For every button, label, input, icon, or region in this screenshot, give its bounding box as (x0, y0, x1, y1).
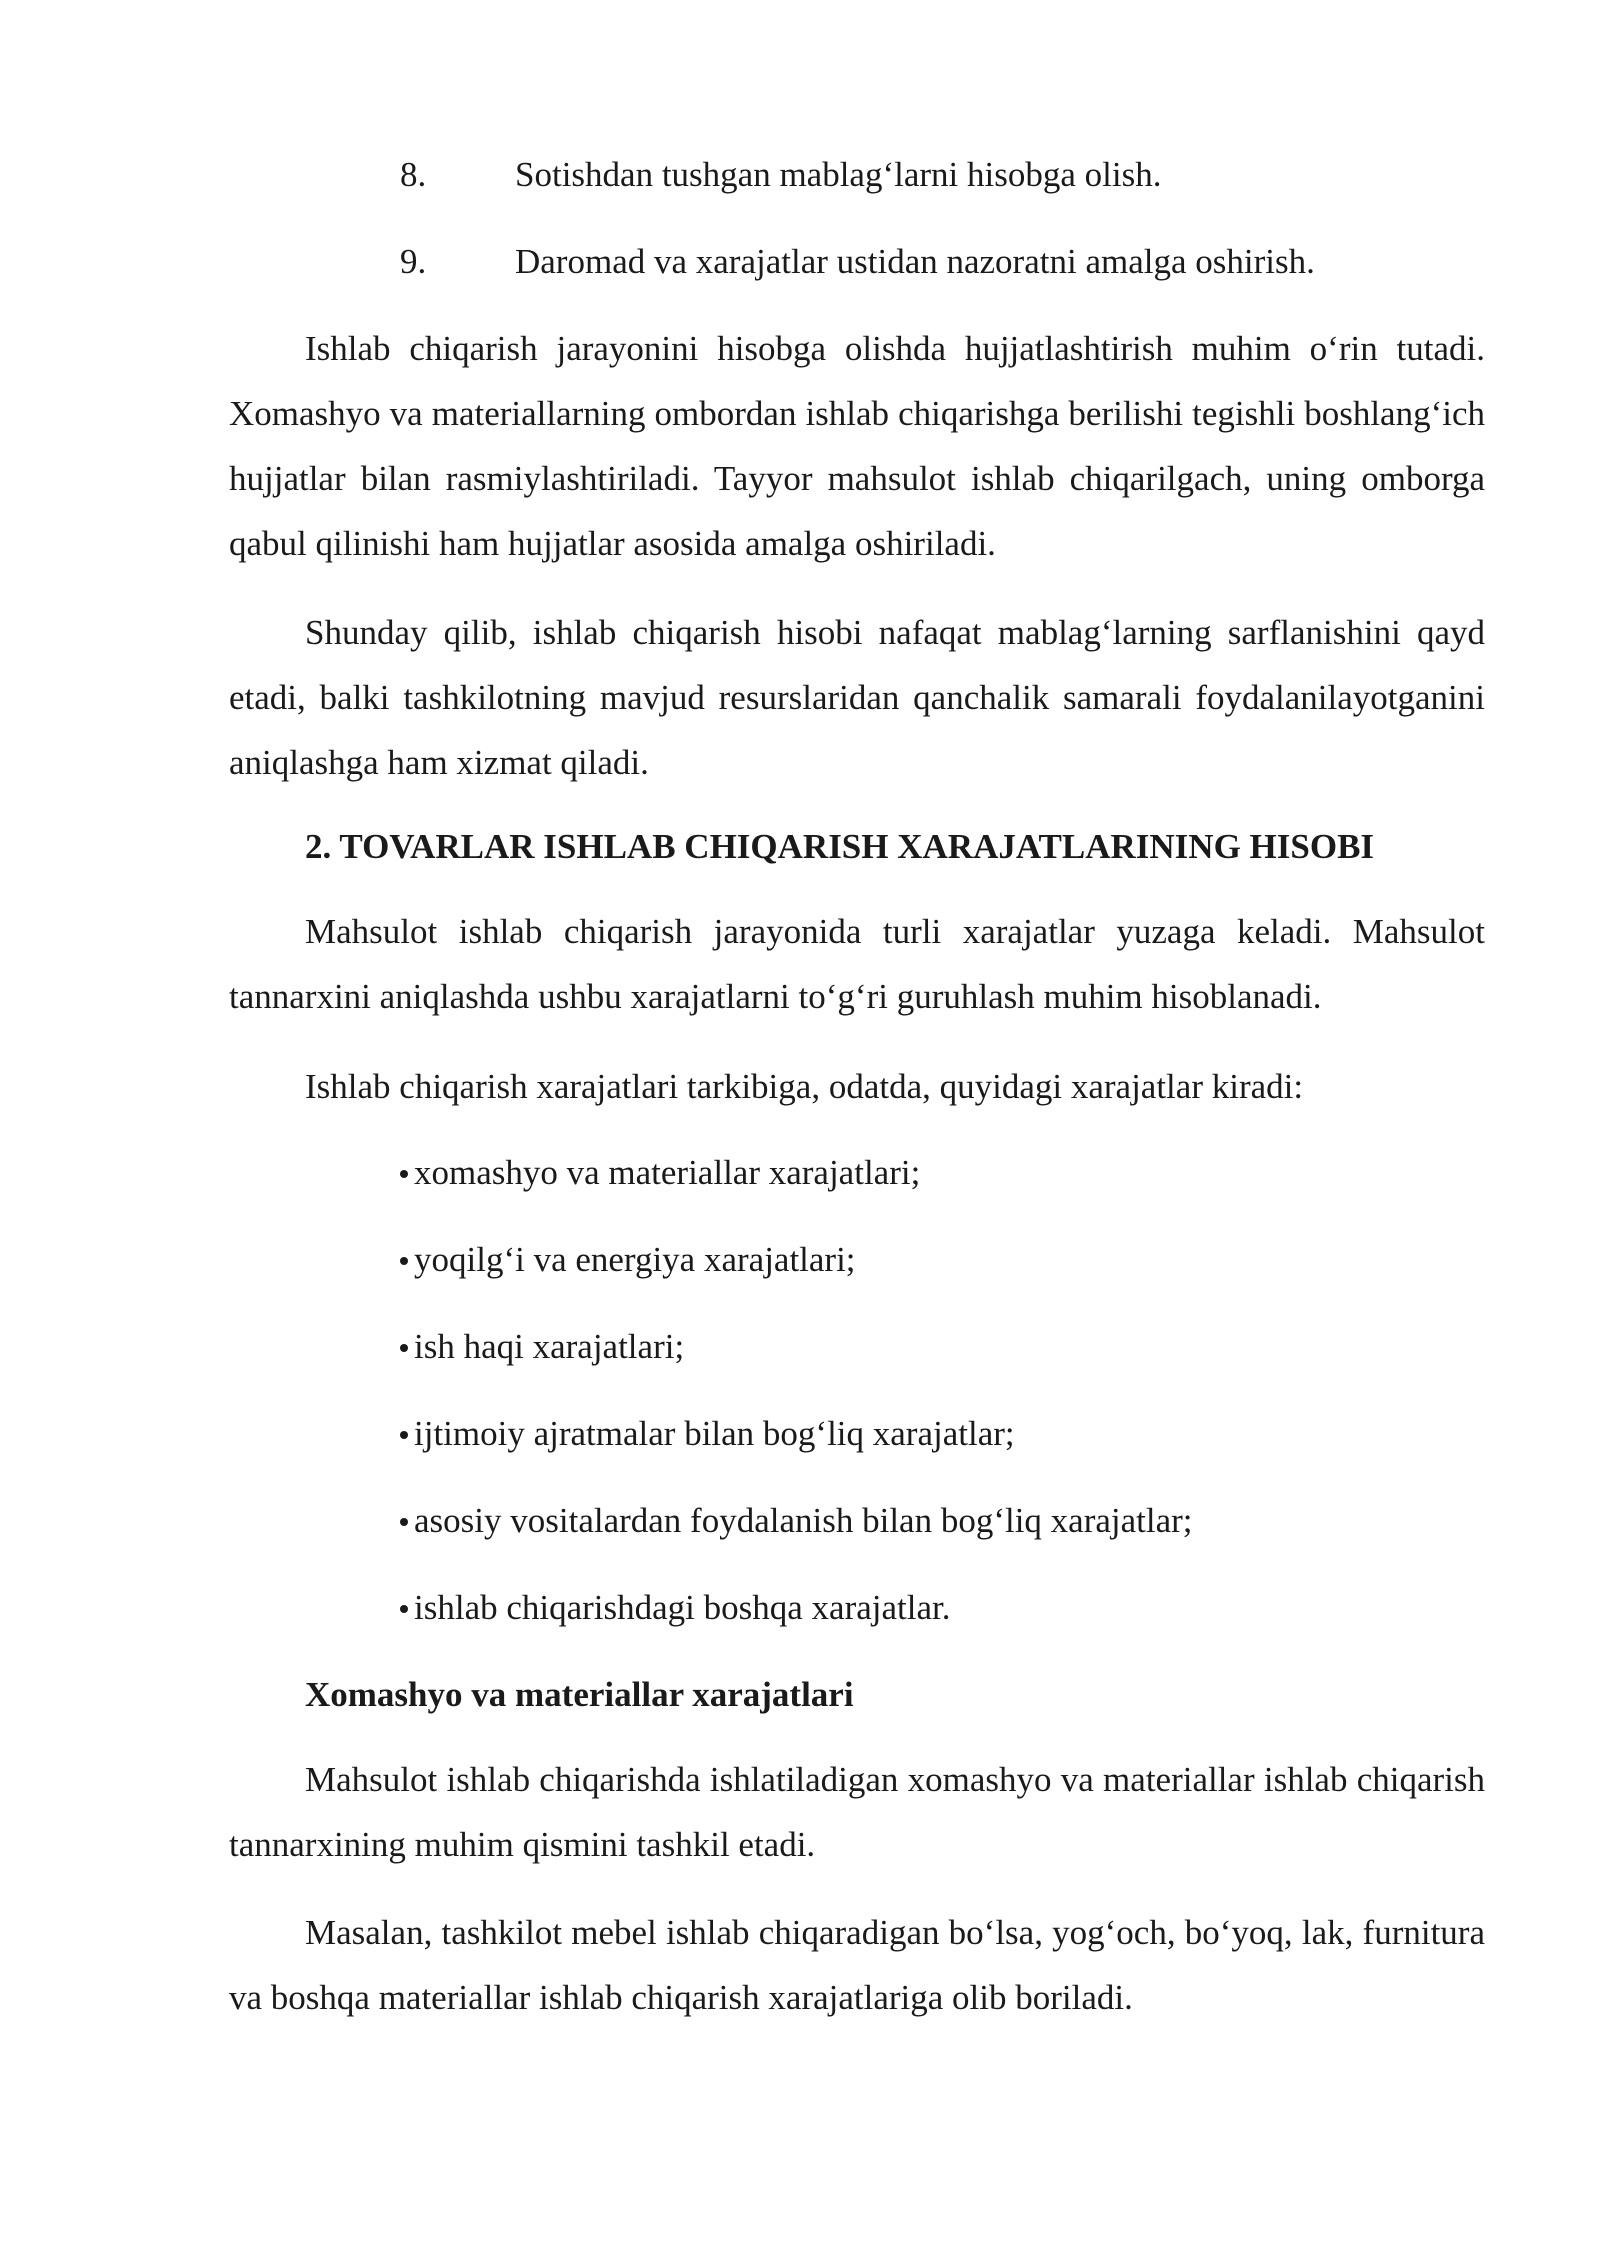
bullet-icon (400, 1431, 408, 1439)
item-number: 8. (400, 155, 427, 194)
list-item (400, 1409, 1015, 1459)
list-item (400, 1235, 856, 1285)
bullet-icon (400, 1257, 408, 1265)
paragraph-costs-composition: Ishlab chiqarish xarajatlari tarkibiga, odatda, quyidagi xarajatlar kiradi: (305, 1067, 1304, 1106)
numbered-item-8 (400, 150, 1161, 200)
item-text: Daromad va xarajatlar ustidan nazoratni amalga oshirish. (515, 242, 1315, 281)
list-item (400, 1583, 951, 1633)
paragraph-raw-materials: Mahsulot ishlab chiqarishda ishlatiladigan xomashyo va materiallar ishlab chiqarish tannarxining muhim qismini tashkil etadi. (229, 1760, 1485, 1864)
list-item (400, 1148, 920, 1198)
item-text: Sotishdan tushgan mablag‘larni hisobga olish. (515, 155, 1162, 194)
paragraph-documentation: Ishlab chiqarish jarayonini hisobga olishda hujjatlashtirish muhim o‘rin tutadi. Xomashyo va materiallarning ombordan ishlab chiqarishga berilishi tegishli boshlang‘ich hujjatlar bilan rasmiylashtiriladi. Tayyor mahsulot ishlab chiqarilgach, uning omborga qabul qilinishi ham hujjatlar asosida amalga oshiriladi. (229, 329, 1485, 563)
bullet-icon (400, 1170, 408, 1178)
bullet-icon (400, 1605, 408, 1613)
list-item-text: yoqilg‘i va energiya xarajatlari; (414, 1240, 856, 1279)
list-item-text: ishlab chiqarishdagi boshqa xarajatlar. (414, 1588, 951, 1627)
item-number: 9. (400, 242, 427, 281)
paragraph-example: Masalan, tashkilot mebel ishlab chiqaradigan bo‘lsa, yog‘och, bo‘yoq, lak, furnitura va boshqa materiallar ishlab chiqarish xarajatlariga olib boriladi. (229, 1913, 1485, 2017)
list-item-text: asosiy vositalardan foydalanish bilan bog‘liq xarajatlar; (414, 1501, 1193, 1540)
subsection-heading: Xomashyo va materiallar xarajatlari (305, 1675, 854, 1714)
paragraph-costs-intro: Mahsulot ishlab chiqarish jarayonida turli xarajatlar yuzaga keladi. Mahsulot tannarxini aniqlashda ushbu xarajatlarni to‘g‘ri guruhlash muhim hisoblanadi. (229, 912, 1485, 1016)
list-item (400, 1322, 684, 1372)
numbered-item-9 (400, 237, 1315, 287)
list-item-text: xomashyo va materiallar xarajatlari; (414, 1153, 921, 1192)
list-item (400, 1496, 1193, 1546)
paragraph-conclusion: Shunday qilib, ishlab chiqarish hisobi nafaqat mablag‘larning sarflanishini qayd etadi, balki tashkilotning mavjud resurslaridan qanchalik samarali foydalanilayotganini aniqlashga ham xizmat qiladi. (229, 613, 1485, 782)
list-item-text: ijtimoiy ajratmalar bilan bog‘liq xarajatlar; (414, 1414, 1015, 1453)
section-heading: 2. TOVARLAR ISHLAB CHIQARISH XARAJATLARINING HISOBI (305, 827, 1375, 866)
bullet-icon (400, 1344, 408, 1352)
bullet-icon (400, 1518, 408, 1526)
list-item-text: ish haqi xarajatlari; (414, 1327, 685, 1366)
